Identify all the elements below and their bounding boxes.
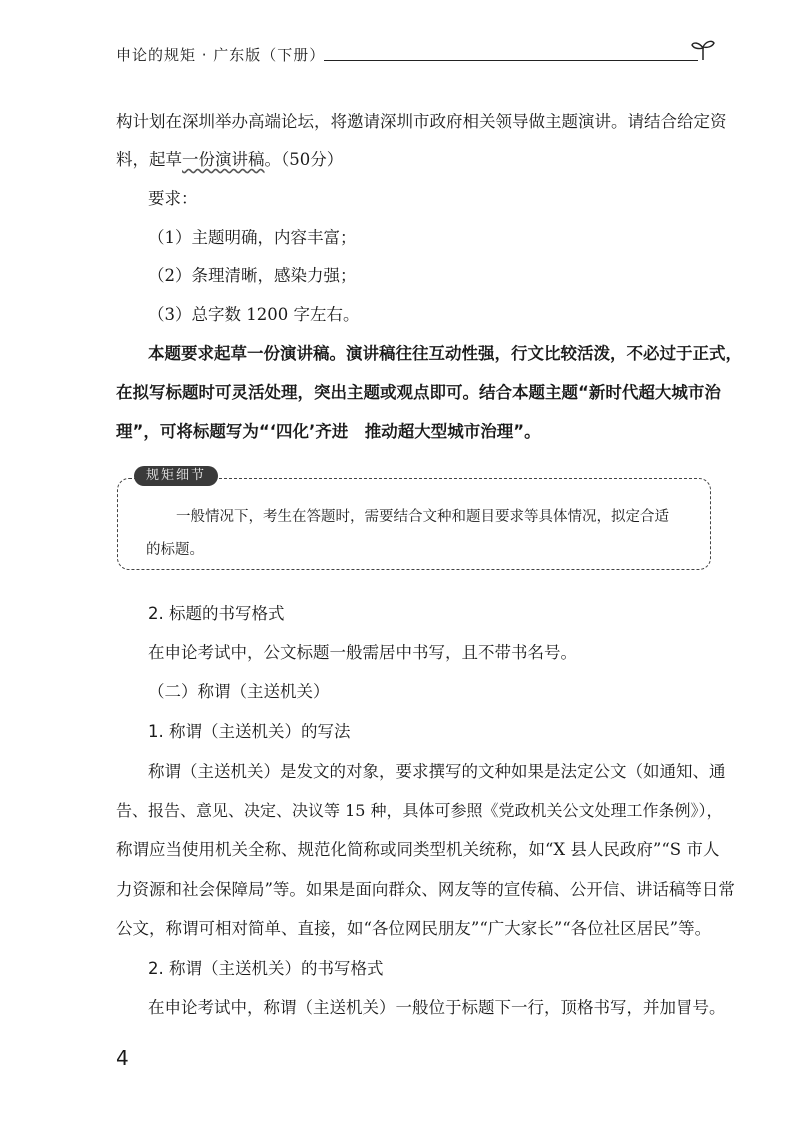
tip-badge: 规矩细节 [134, 466, 218, 486]
paragraph-line: 在申论考试中，公文标题一般需居中书写，且不带书名号。 [148, 643, 577, 662]
page-number: 4 [116, 1046, 129, 1070]
paragraph-line: 称谓（主送机关）是发文的对象，要求撰写的文种如果是法定公文（如通知、通 [148, 762, 726, 781]
header-rule [324, 60, 698, 61]
part-heading: （二）称谓（主送机关） [148, 682, 330, 701]
tip-text-line: 的标题。 [146, 542, 204, 558]
text-run: 料，起草 [116, 150, 182, 169]
emphasized-text: 一份演讲稿 [182, 150, 265, 169]
paragraph-line: 构计划在深圳举办高端论坛，将邀请深圳市政府相关领导做主题演讲。请结合给定资 [116, 112, 727, 131]
section-heading: 1. 称谓（主送机关）的写法 [148, 722, 351, 741]
requirement-item: （1）主题明确，内容丰富； [148, 228, 357, 247]
paragraph-line [116, 152, 343, 169]
running-header-title: 申论的规矩 · 广东版（下册） [116, 46, 326, 64]
sprout-icon [690, 38, 716, 62]
paragraph-line: 告、报告、意见、决定、决议等 15 种，具体可参照《党政机关公文处理工作条例》）， [116, 801, 723, 820]
paragraph-line: 在申论考试中，称谓（主送机关）一般位于标题下一行，顶格书写，并加冒号。 [148, 998, 726, 1017]
paragraph-line: 称谓应当使用机关全称、规范化简称或同类型机关统称，如“X 县人民政府”“S 市人 [116, 840, 720, 859]
requirements-title: 要求： [148, 189, 198, 208]
requirement-item: （3）总字数 1200 字左右。 [148, 305, 360, 324]
text-run: 。（50分） [264, 150, 344, 169]
analysis-line: 本题要求起草一份演讲稿。演讲稿往往互动性强，行文比较活泼，不必过于正式， [148, 344, 742, 363]
section-heading: 2. 称谓（主送机关）的书写格式 [148, 959, 384, 978]
running-header [116, 44, 716, 68]
section-heading: 2. 标题的书写格式 [148, 604, 285, 623]
tip-text-line: 一般情况下，考生在答题时，需要结合文种和题目要求等具体情况，拟定合适 [176, 509, 669, 525]
requirement-item: （2）条理清晰，感染力强； [148, 266, 357, 285]
analysis-line: 理”，可将标题写为“‘四化’齐进 推动超大型城市治理”。 [116, 422, 541, 441]
paragraph-line: 公文，称谓可相对简单、直接，如“各位网民朋友”“广大家长”“各位社区居民”等。 [116, 919, 712, 938]
analysis-line: 在拟写标题时可灵活处理，突出主题或观点即可。结合本题主题“新时代超大城市治 [116, 383, 721, 402]
paragraph-line: 力资源和社会保障局”等。如果是面向群众、网友等的宣传稿、公开信、讲话稿等日常 [116, 880, 735, 899]
